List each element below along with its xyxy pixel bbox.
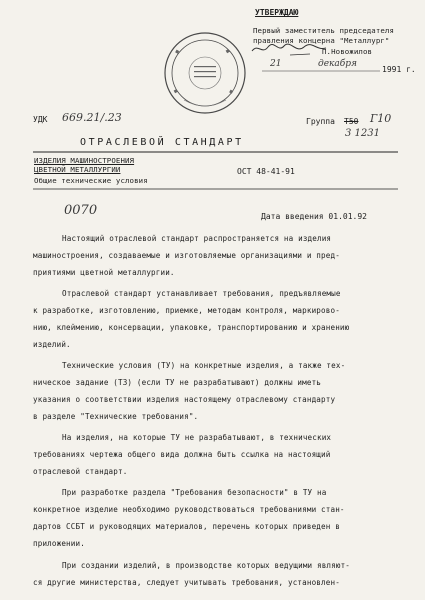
- product-name-line-2: ЦВЕТНОЙ МЕТАЛЛУРГИИ: [34, 165, 121, 174]
- body-line: На изделия, на которые ТУ не разрабатывают, в технических: [62, 433, 332, 442]
- body-line: указания о соответствии изделия настоящему отраслевому стандарту: [33, 395, 336, 404]
- signature-mark: [250, 41, 330, 57]
- ost-number: ОСТ 48-41-91: [237, 167, 295, 176]
- body-line: отраслевой стандарт.: [33, 467, 128, 476]
- group-label: Группа: [306, 117, 335, 126]
- body-line: Отраслевой стандарт устанавливает требования, предъявляемые: [62, 289, 341, 298]
- standard-title: ОТРАСЛЕВОЙ СТАНДАРТ: [80, 137, 244, 148]
- body-line: ническое задание (ТЗ) (если ТУ не разрабатывают) должны иметь: [33, 378, 322, 387]
- group-handwritten-code: Г10: [370, 112, 392, 125]
- official-seal: [162, 30, 248, 116]
- product-name-line-1: ИЗДЕЛИЯ МАШИНОСТРОЕНИЯ: [34, 156, 135, 165]
- approval-heading: УТВЕРЖДАЮ: [255, 8, 299, 17]
- approval-month: декабря: [318, 59, 357, 69]
- body-line: При создании изделий, в производстве которых ведущими являют-: [62, 561, 351, 570]
- body-line: в разделе "Технические требования".: [33, 412, 199, 421]
- body-line: нию, клеймению, консервации, упаковке, транспортированию и хранению: [33, 323, 350, 332]
- body-line: приятиями цветной металлургии.: [33, 268, 175, 277]
- body-line: Настоящий отраслевой стандарт распространяется на изделия: [62, 234, 332, 243]
- approval-year: 1991 г.: [382, 65, 416, 74]
- body-line: к разработке, изготовлению, приемке, методам контроля, маркирово-: [33, 306, 340, 315]
- udk-label: УДК: [33, 115, 48, 124]
- approval-day: 21: [270, 59, 282, 69]
- body-line: конкретное изделие необходимо руководствоваться требованиями стан-: [33, 505, 345, 514]
- body-line: дартов ССБТ и руководящих материалов, перечень которых приведен в: [33, 522, 340, 531]
- body-line: приложении.: [33, 539, 85, 548]
- document-number: 0070: [64, 203, 98, 218]
- approval-line-1: Первый заместитель председателя: [253, 26, 395, 35]
- approval-line-2: правления концерна "Металлург": [253, 36, 390, 45]
- body-line: Технические условия (ТУ) на конкретные изделия, а также тех-: [62, 361, 346, 370]
- group-extra-numbers: 3 1231: [345, 128, 380, 139]
- body-line: изделий.: [33, 340, 71, 349]
- date-underline: [262, 70, 380, 73]
- udk-code: 669.21/.23: [62, 111, 122, 124]
- group-value: Т50: [344, 117, 359, 126]
- body-line: машиностроения, создаваемые и изготовляемые организациями и пред-: [33, 251, 340, 260]
- approval-signer: П.Новожилов: [322, 47, 373, 56]
- heading-rule: [33, 188, 398, 190]
- body-line: ся другие министерства, следует учитывать требования, установлен-: [33, 578, 340, 587]
- title-rule: [33, 151, 398, 153]
- body-line: При разработке раздела "Требования безопасности" в ТУ на: [62, 488, 327, 497]
- introduction-date: Дата введения 01.01.92: [261, 212, 367, 221]
- product-name-subtitle: Общие технические условия: [34, 176, 148, 185]
- body-line: требованиях чертежа общего вида должна быть ссылка на настоящий: [33, 450, 331, 459]
